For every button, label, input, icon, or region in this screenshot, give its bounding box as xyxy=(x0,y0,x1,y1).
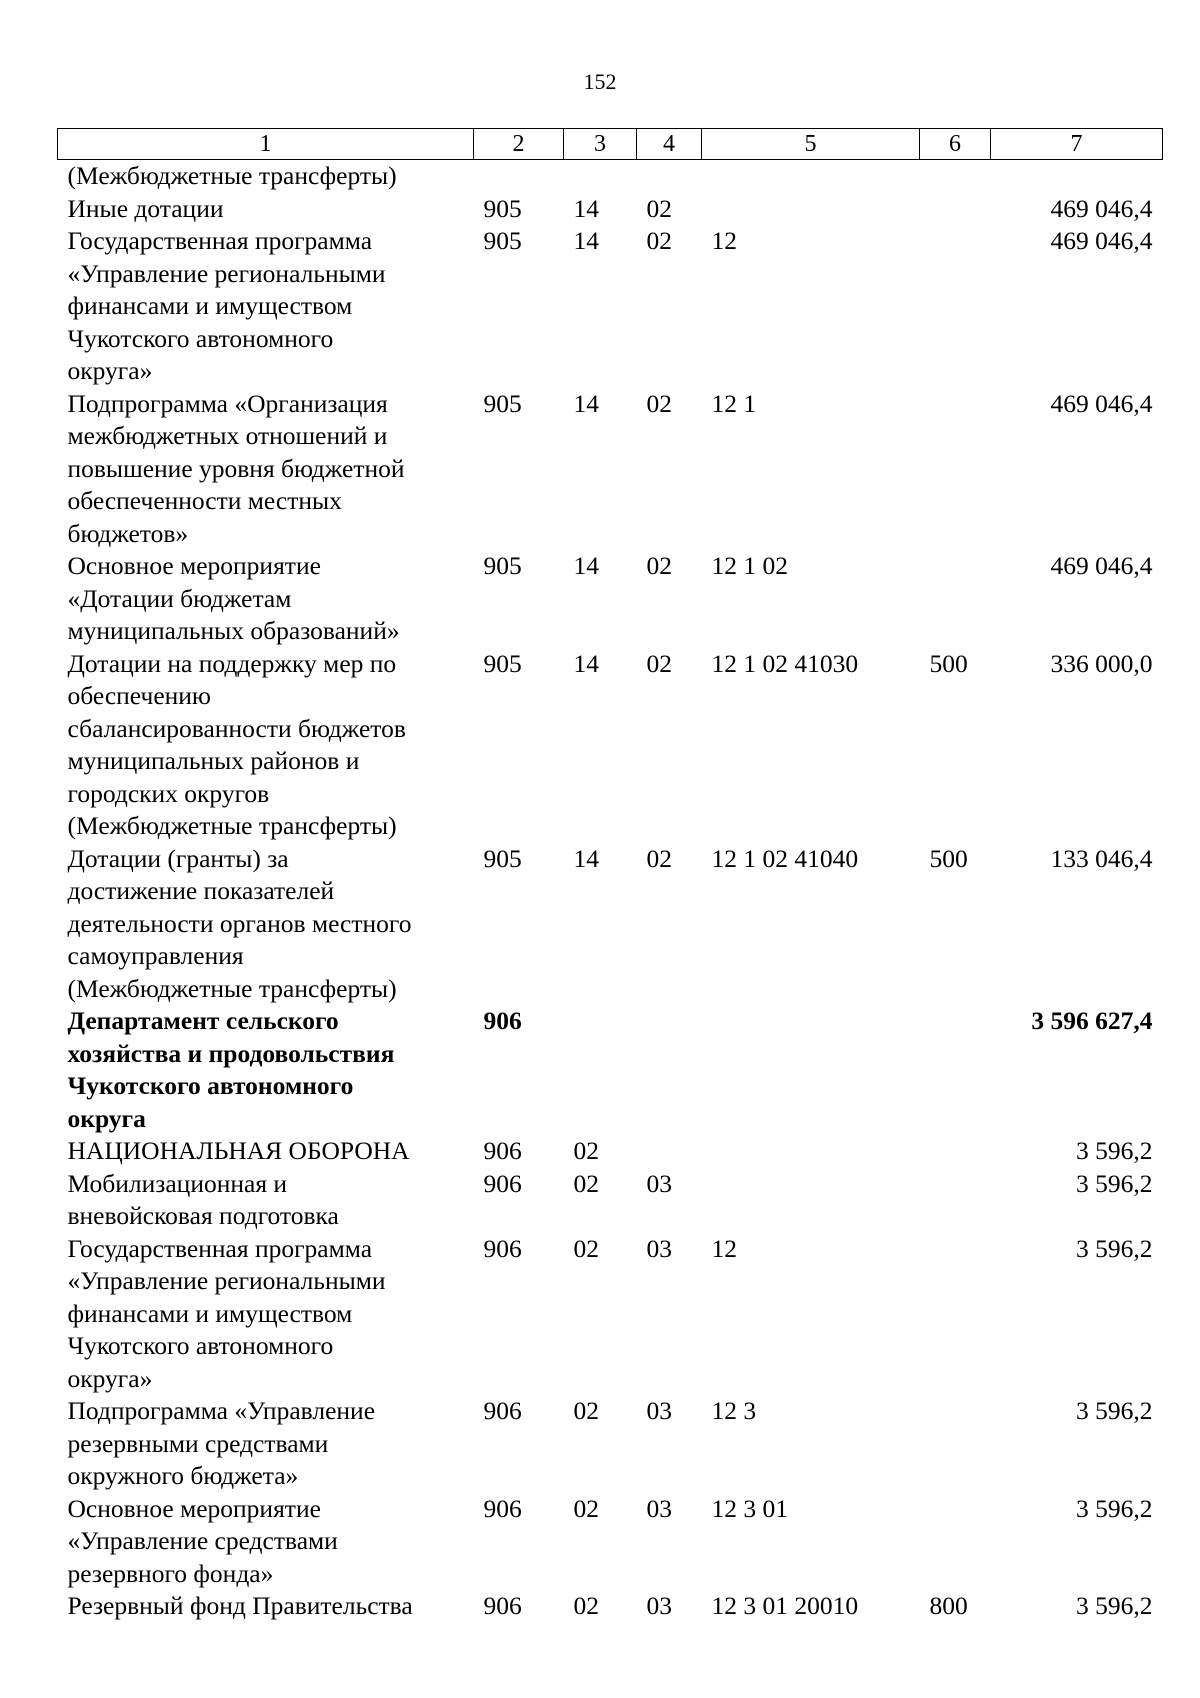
row-amount: 3 596 627,4 xyxy=(1031,1006,1153,1035)
row-name: Подпрограмма «Управление резервными средствами окружного бюджета» xyxy=(67,1396,376,1490)
row-section-code: 14 xyxy=(573,648,599,678)
row-target-code: 12 1 xyxy=(711,388,757,418)
row-amount: 3 596,2 xyxy=(1076,1396,1153,1425)
table-row xyxy=(58,1590,1163,1623)
row-admin-code: 906 xyxy=(483,1136,522,1165)
row-amount: 3 596,2 xyxy=(1076,1591,1153,1620)
row-expense-type xyxy=(920,1168,991,1233)
row-name: Государственная программа «Управление региональными финансами и имуществом Чукотского автономного округа» xyxy=(67,1233,386,1393)
row-expense-type xyxy=(920,1395,991,1493)
row-admin-code: 906 xyxy=(483,1233,522,1263)
row-section-code: 02 xyxy=(573,1493,599,1523)
row-name: Дотации (гранты) за достижение показателей деятельности органов местного самоуправления (Межбюджетные трансферты) xyxy=(67,843,412,1003)
row-admin-code: 905 xyxy=(483,193,522,223)
row-admin-code: 905 xyxy=(483,388,522,418)
table-row xyxy=(58,193,1163,226)
row-subsection-code: 02 xyxy=(646,193,672,223)
row-subsection-code: 03 xyxy=(646,1168,672,1198)
row-amount: 3 596,2 xyxy=(1076,1136,1153,1165)
row-section-code: 02 xyxy=(573,1396,599,1425)
row-section-code: 02 xyxy=(573,1591,599,1620)
row-amount: 469 046,4 xyxy=(1050,226,1153,255)
row-name: Основное мероприятие «Дотации бюджетам муниципальных образований» xyxy=(67,551,400,645)
row-subsection-code: 02 xyxy=(646,388,672,418)
row-section-code: 14 xyxy=(573,843,599,873)
table-row xyxy=(58,225,1163,388)
row-subsection-code: 02 xyxy=(646,226,672,255)
header-row xyxy=(58,129,1163,160)
column-header-5: 5 xyxy=(702,129,920,160)
row-admin-code: 906 xyxy=(483,1168,522,1198)
row-target-code xyxy=(702,1135,920,1168)
row-name: Резервный фонд Правительства xyxy=(67,1591,413,1620)
row-section-code: 14 xyxy=(573,551,599,580)
table-row xyxy=(58,388,1163,551)
row-expense-type xyxy=(920,1005,991,1135)
table-row xyxy=(58,550,1163,648)
row-name: Подпрограмма «Организация межбюджетных отношений и повышение уровня бюджетной обеспеченности местных бюджетов» xyxy=(67,388,405,548)
budget-table xyxy=(57,128,1163,1623)
row-section-code: 02 xyxy=(573,1168,599,1198)
table-row xyxy=(58,1005,1163,1135)
row-section-code: 14 xyxy=(573,193,599,223)
table-row xyxy=(58,843,1163,1006)
column-header-7: 7 xyxy=(991,129,1163,160)
row-subsection-code xyxy=(637,1005,702,1135)
row-admin-code: 905 xyxy=(483,648,522,678)
row-amount: 133 046,4 xyxy=(1050,843,1153,873)
row-target-code xyxy=(702,193,920,226)
row-target-code: 12 3 01 20010 xyxy=(711,1591,859,1620)
row-target-code xyxy=(702,1168,920,1233)
column-header-1: 1 xyxy=(58,129,474,160)
row-expense-type xyxy=(920,388,991,551)
row-amount: 3 596,2 xyxy=(1076,1168,1153,1198)
table-header xyxy=(58,129,1163,160)
row-subsection-code: 03 xyxy=(646,1396,672,1425)
row-amount: 3 596,2 xyxy=(1076,1493,1153,1523)
row-expense-type xyxy=(920,1493,991,1591)
row-name: Мобилизационная и вневойсковая подготовка xyxy=(67,1168,339,1230)
row-expense-type xyxy=(920,225,991,388)
row-target-code: 12 3 01 xyxy=(711,1493,788,1523)
row-amount: 469 046,4 xyxy=(1050,193,1153,223)
row-admin-code: 906 xyxy=(483,1396,522,1425)
table-row xyxy=(58,1135,1163,1168)
row-section-code xyxy=(564,160,637,193)
column-header-6: 6 xyxy=(920,129,991,160)
row-expense-type xyxy=(920,1135,991,1168)
row-amount: 336 000,0 xyxy=(1050,648,1153,678)
column-header-2: 2 xyxy=(474,129,564,160)
row-subsection-code: 02 xyxy=(646,551,672,580)
row-admin-code: 905 xyxy=(483,551,522,580)
column-header-4: 4 xyxy=(637,129,702,160)
row-name: (Межбюджетные трансферты) xyxy=(67,161,397,190)
row-expense-type xyxy=(920,193,991,226)
row-admin-code xyxy=(474,160,564,193)
table-row xyxy=(58,648,1163,843)
row-amount: 469 046,4 xyxy=(1050,388,1153,418)
row-target-code: 12 1 02 41040 xyxy=(711,843,859,873)
row-name: Дотации на поддержку мер по обеспечению сбалансированности бюджетов муниципальных районов и городских округов (Межбюджетные трансферты) xyxy=(67,648,406,840)
row-subsection-code: 03 xyxy=(646,1591,672,1620)
row-expense-type xyxy=(920,550,991,648)
page-number: 152 xyxy=(583,69,617,94)
row-expense-type xyxy=(920,1233,991,1396)
table-row xyxy=(58,1168,1163,1233)
row-admin-code: 906 xyxy=(483,1591,522,1620)
table-row xyxy=(58,1395,1163,1493)
row-expense-type xyxy=(920,160,991,193)
row-subsection-code: 03 xyxy=(646,1493,672,1523)
row-target-code xyxy=(702,160,920,193)
row-admin-code: 906 xyxy=(483,1493,522,1523)
row-section-code: 14 xyxy=(573,226,599,255)
row-target-code: 12 xyxy=(711,226,737,255)
row-target-code: 12 xyxy=(711,1233,737,1263)
row-name: Департамент сельского хозяйства и продовольствия Чукотского автономного округа xyxy=(67,1006,395,1133)
row-name: НАЦИОНАЛЬНАЯ ОБОРОНА xyxy=(67,1136,410,1165)
row-section-code: 14 xyxy=(573,388,599,418)
row-expense-type: 500 xyxy=(929,843,968,873)
row-name: Государственная программа «Управление региональными финансами и имуществом Чукотского автономного округа» xyxy=(67,226,386,385)
row-subsection-code xyxy=(637,1135,702,1168)
row-admin-code: 906 xyxy=(483,1006,522,1035)
row-name: Основное мероприятие «Управление средствами резервного фонда» xyxy=(67,1493,338,1588)
row-subsection-code: 02 xyxy=(646,843,672,873)
table-row xyxy=(58,1493,1163,1591)
row-amount xyxy=(991,160,1163,193)
row-target-code: 12 1 02 xyxy=(711,551,788,580)
row-expense-type: 500 xyxy=(929,648,968,678)
row-subsection-code: 02 xyxy=(646,648,672,678)
row-section-code: 02 xyxy=(573,1233,599,1263)
table-body xyxy=(58,160,1163,1623)
row-section-code: 02 xyxy=(573,1136,599,1165)
row-amount: 3 596,2 xyxy=(1076,1233,1153,1263)
row-subsection-code: 03 xyxy=(646,1233,672,1263)
table-row xyxy=(58,1233,1163,1396)
table-row xyxy=(58,160,1163,193)
row-target-code: 12 1 02 41030 xyxy=(711,648,859,678)
row-admin-code: 905 xyxy=(483,226,522,255)
row-section-code xyxy=(564,1005,637,1135)
row-target-code: 12 3 xyxy=(711,1396,757,1425)
row-expense-type: 800 xyxy=(929,1591,968,1620)
row-amount: 469 046,4 xyxy=(1050,551,1153,580)
column-header-3: 3 xyxy=(564,129,637,160)
row-target-code xyxy=(702,1005,920,1135)
row-name: Иные дотации xyxy=(67,193,224,223)
row-subsection-code xyxy=(637,160,702,193)
row-admin-code: 905 xyxy=(483,843,522,873)
